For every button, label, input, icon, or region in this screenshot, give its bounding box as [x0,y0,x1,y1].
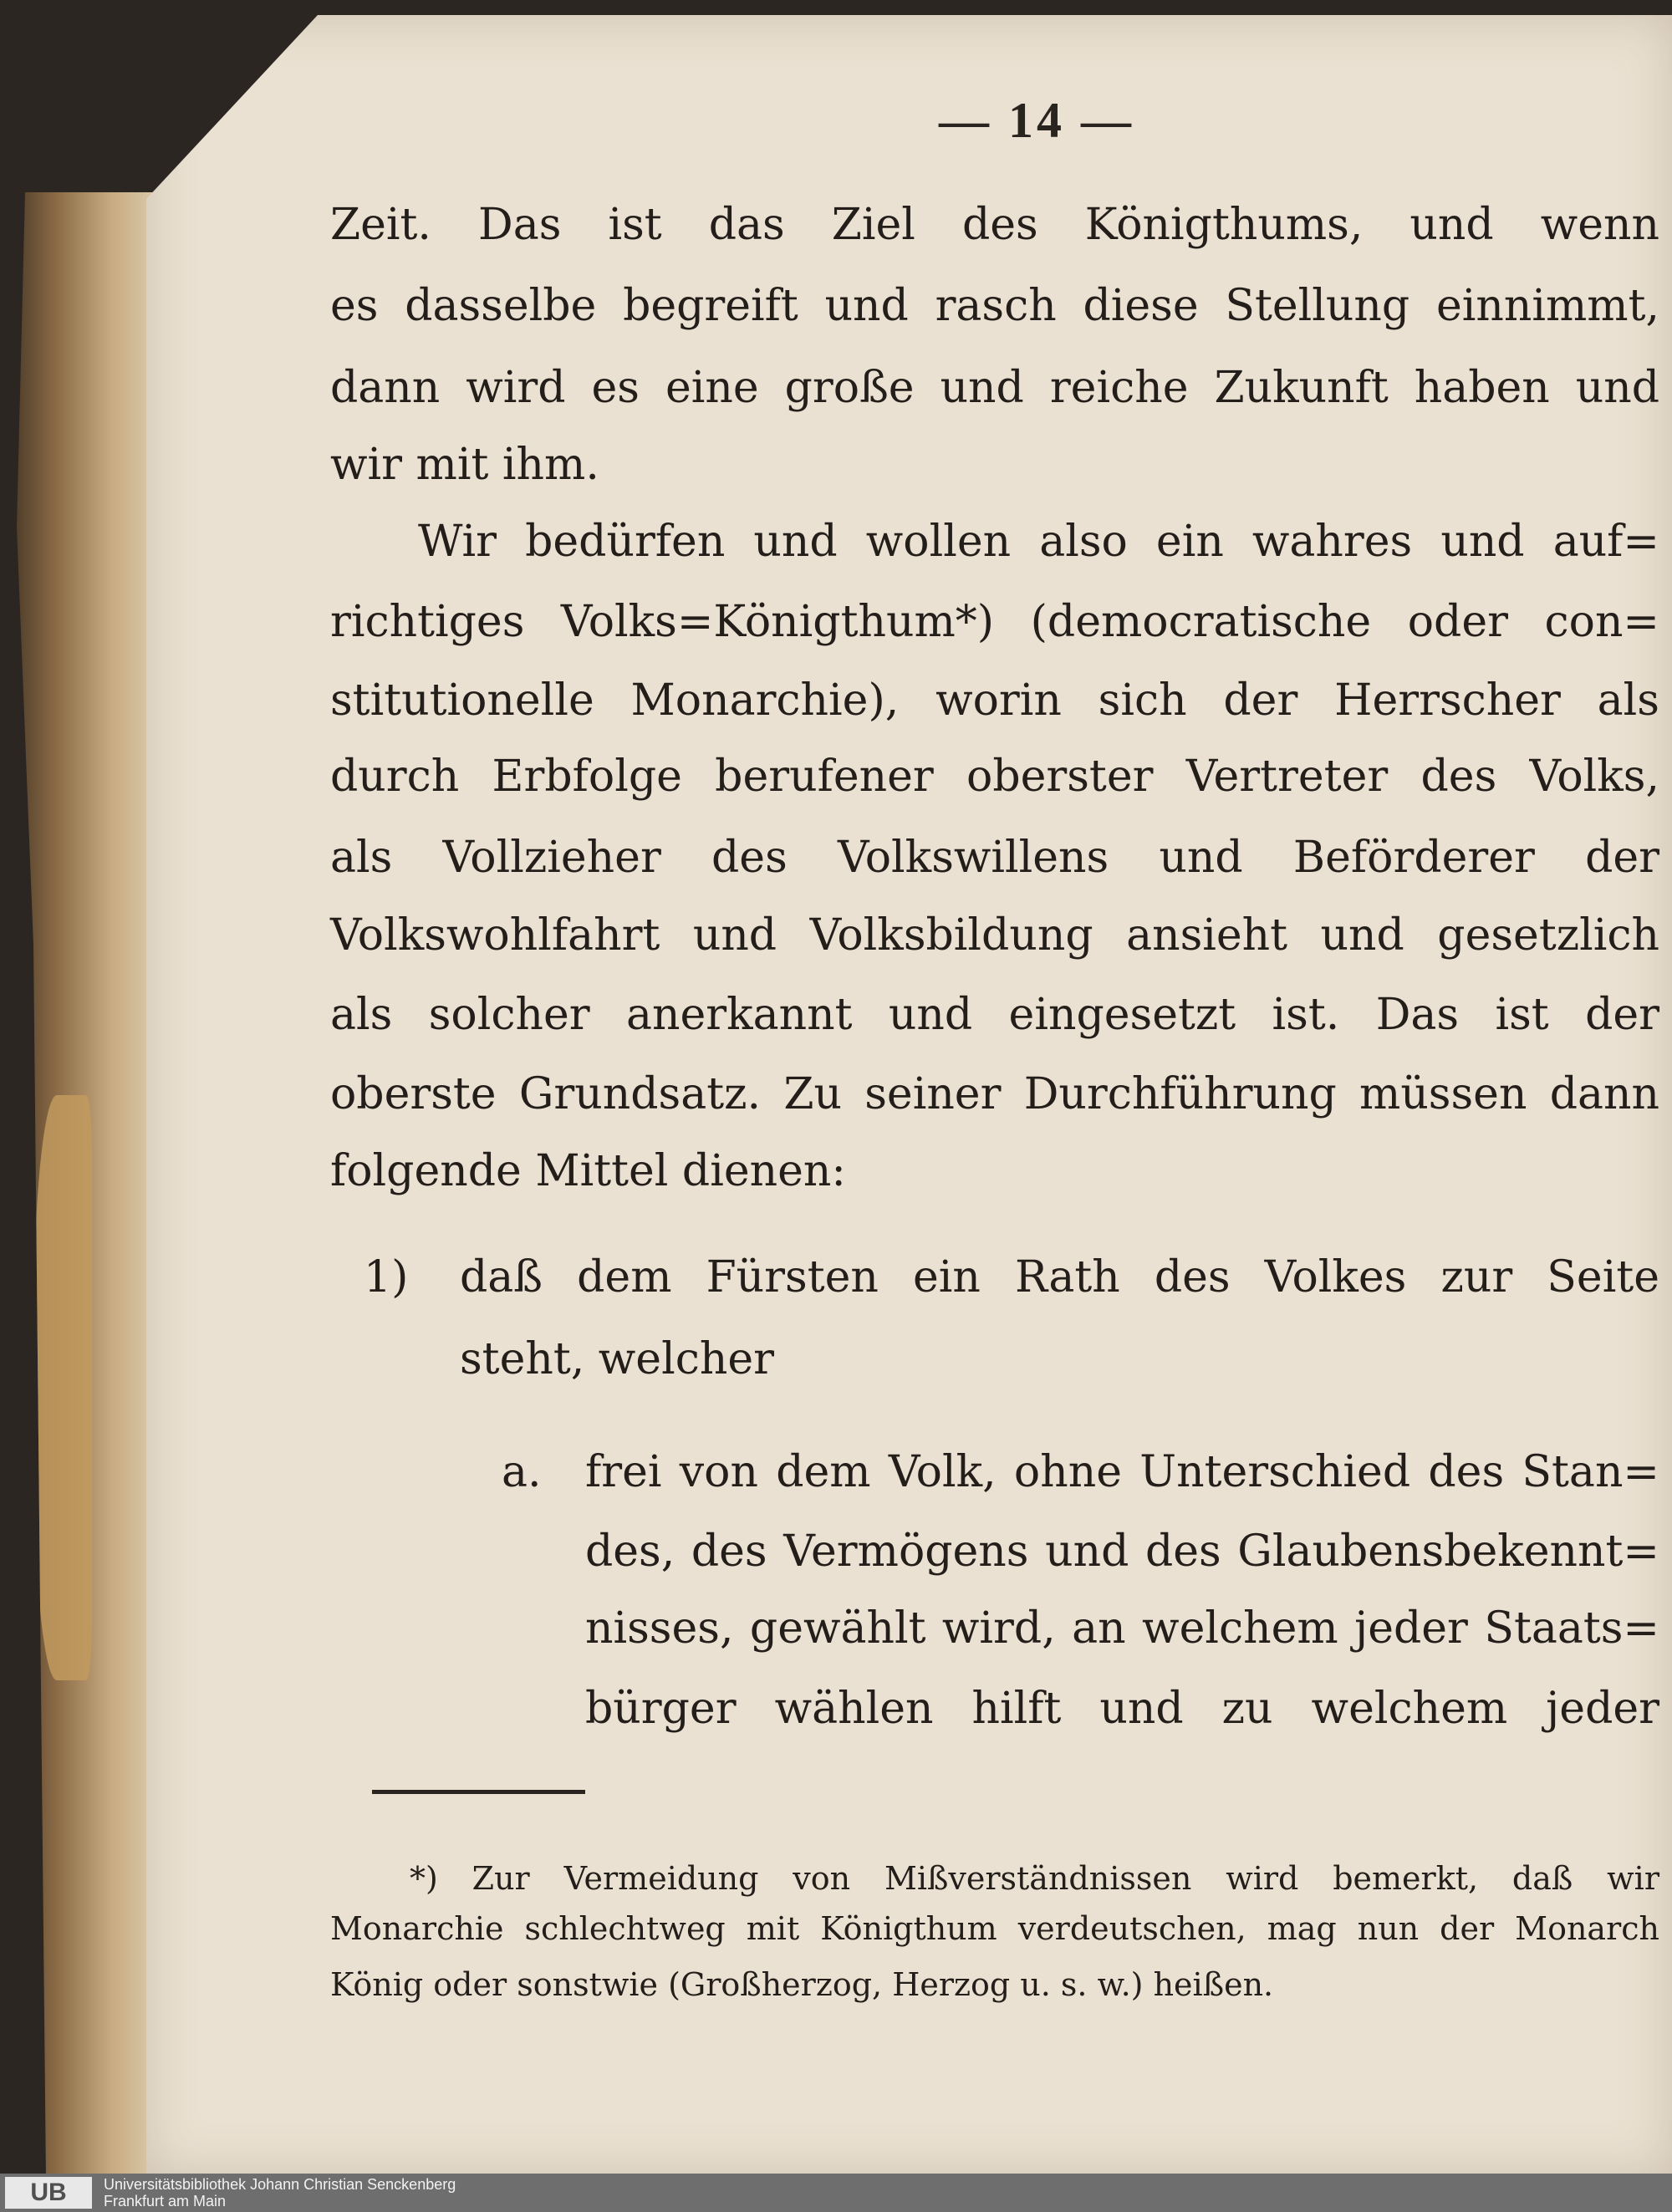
body-line: folgende Mittel dienen: [330,1146,846,1196]
body-line: oberste Grundsatz. Zu seiner Durchführung müssen dann [330,1069,1659,1119]
list-item-line: steht, welcher [460,1334,774,1384]
sublist-marker: a. [502,1447,542,1497]
torn-edge [33,1095,92,1680]
footnote-line: *) Zur Vermeidung von Mißverständnissen wird bemerkt, daß wir [410,1860,1659,1897]
sublist-item-line: des, des Vermögens und des Glaubensbekennt= [585,1526,1659,1577]
body-line: stitutionelle Monarchie), worin sich der Herrscher als [330,675,1659,726]
page-left-edge [0,192,159,2182]
ub-logo: UB [5,2177,92,2209]
footnote-line: Monarchie schlechtweg mit Königthum verdeutschen, mag nun der Monarch [330,1910,1659,1947]
sublist-item-line: frei von dem Volk, ohne Unterschied des Stan= [585,1447,1659,1497]
footnote-line: König oder sonstwie (Großherzog, Herzog u. s. w.) heißen. [330,1966,1274,2003]
institution-name: Universitätsbibliothek Johann Christian Senckenberg [104,2176,456,2193]
body-line: als solcher anerkannt und eingesetzt ist. Das ist der [330,990,1659,1040]
page-number: — 14 — [939,93,1134,148]
sublist-item-line: nisses, gewählt wird, an welchem jeder Staats= [585,1603,1659,1654]
body-line: Zeit. Das ist das Ziel des Königthums, und wenn [330,200,1659,250]
body-line: Volkswohlfahrt und Volksbildung ansieht und gesetzlich [330,910,1659,961]
sublist-item-line: bürger wählen hilft und zu welchem jeder [585,1684,1659,1734]
footnote-rule [372,1790,585,1794]
body-line: wir mit ihm. [330,440,599,490]
body-line: als Vollzieher des Volkswillens und Beförderer der [330,833,1659,883]
body-line: durch Erbfolge berufener oberster Vertreter des Volks, [330,752,1659,802]
library-footer [0,2174,1672,2212]
body-line: richtiges Volks=Königthum*) (democratische oder con= [330,597,1659,647]
list-item-line: daß dem Fürsten ein Rath des Volkes zur Seite [460,1252,1659,1302]
body-line: dann wird es eine große und reiche Zukunft haben und [330,363,1659,413]
list-marker: 1) [364,1252,409,1302]
body-line: es dasselbe begreift und rasch diese Stellung einnimmt, [330,281,1659,331]
body-line: Wir bedürfen und wollen also ein wahres und auf= [418,517,1659,567]
institution-city: Frankfurt am Main [104,2193,227,2209]
